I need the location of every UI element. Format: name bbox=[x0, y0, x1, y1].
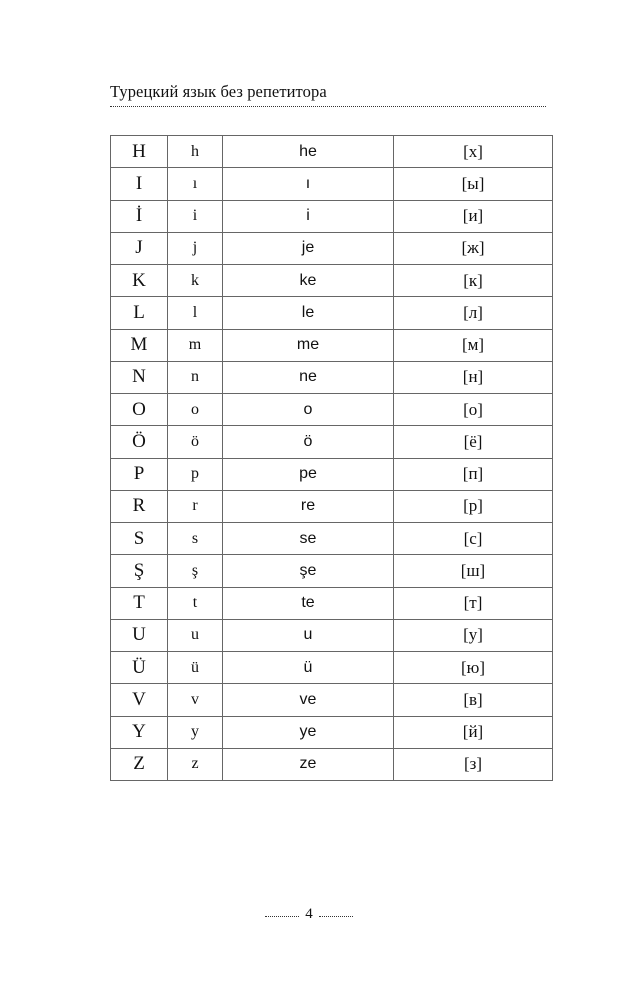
table-row bbox=[111, 587, 553, 619]
uppercase-letter: U bbox=[111, 619, 168, 651]
letter-name: le bbox=[223, 297, 394, 329]
uppercase-letter: H bbox=[111, 136, 168, 168]
running-header bbox=[110, 80, 546, 107]
letter-sound: [х] bbox=[394, 136, 553, 168]
uppercase-letter: L bbox=[111, 297, 168, 329]
lowercase-letter: k bbox=[168, 265, 223, 297]
lowercase-letter: h bbox=[168, 136, 223, 168]
letter-sound: [й] bbox=[394, 716, 553, 748]
lowercase-letter: r bbox=[168, 490, 223, 522]
footer-dots-left bbox=[265, 916, 299, 917]
uppercase-letter: Z bbox=[111, 748, 168, 780]
letter-sound: [п] bbox=[394, 458, 553, 490]
lowercase-letter: ü bbox=[168, 652, 223, 684]
table-row bbox=[111, 136, 553, 168]
letter-name: o bbox=[223, 394, 394, 426]
page-footer bbox=[0, 906, 618, 923]
letter-sound: [в] bbox=[394, 684, 553, 716]
letter-name: re bbox=[223, 490, 394, 522]
lowercase-letter: n bbox=[168, 361, 223, 393]
lowercase-letter: l bbox=[168, 297, 223, 329]
letter-name: ö bbox=[223, 426, 394, 458]
footer-dots-right bbox=[319, 916, 353, 917]
table-row bbox=[111, 619, 553, 651]
lowercase-letter: ş bbox=[168, 555, 223, 587]
uppercase-letter: Ü bbox=[111, 652, 168, 684]
uppercase-letter: K bbox=[111, 265, 168, 297]
letter-name: pe bbox=[223, 458, 394, 490]
uppercase-letter: Ş bbox=[111, 555, 168, 587]
letter-name: je bbox=[223, 232, 394, 264]
table-row bbox=[111, 684, 553, 716]
letter-sound: [о] bbox=[394, 394, 553, 426]
table-row bbox=[111, 265, 553, 297]
uppercase-letter: P bbox=[111, 458, 168, 490]
letter-sound: [ю] bbox=[394, 652, 553, 684]
uppercase-letter: İ bbox=[111, 200, 168, 232]
letter-name: he bbox=[223, 136, 394, 168]
letter-name: ye bbox=[223, 716, 394, 748]
table-row bbox=[111, 361, 553, 393]
uppercase-letter: Ö bbox=[111, 426, 168, 458]
uppercase-letter: Y bbox=[111, 716, 168, 748]
uppercase-letter: O bbox=[111, 394, 168, 426]
lowercase-letter: m bbox=[168, 329, 223, 361]
letter-sound: [л] bbox=[394, 297, 553, 329]
uppercase-letter: I bbox=[111, 168, 168, 200]
letter-sound: [р] bbox=[394, 490, 553, 522]
letter-sound: [у] bbox=[394, 619, 553, 651]
uppercase-letter: J bbox=[111, 232, 168, 264]
letter-sound: [и] bbox=[394, 200, 553, 232]
letter-name: u bbox=[223, 619, 394, 651]
table-row bbox=[111, 168, 553, 200]
lowercase-letter: t bbox=[168, 587, 223, 619]
table-row bbox=[111, 555, 553, 587]
letter-name: i bbox=[223, 200, 394, 232]
letter-name: ü bbox=[223, 652, 394, 684]
lowercase-letter: j bbox=[168, 232, 223, 264]
letter-sound: [н] bbox=[394, 361, 553, 393]
uppercase-letter: S bbox=[111, 523, 168, 555]
letter-name: ne bbox=[223, 361, 394, 393]
lowercase-letter: p bbox=[168, 458, 223, 490]
lowercase-letter: ö bbox=[168, 426, 223, 458]
letter-name: me bbox=[223, 329, 394, 361]
lowercase-letter: o bbox=[168, 394, 223, 426]
lowercase-letter: ı bbox=[168, 168, 223, 200]
table-row bbox=[111, 329, 553, 361]
letter-sound: [т] bbox=[394, 587, 553, 619]
uppercase-letter: R bbox=[111, 490, 168, 522]
letter-name: se bbox=[223, 523, 394, 555]
lowercase-letter: v bbox=[168, 684, 223, 716]
letter-name: ze bbox=[223, 748, 394, 780]
uppercase-letter: M bbox=[111, 329, 168, 361]
table-row bbox=[111, 297, 553, 329]
letter-name: şe bbox=[223, 555, 394, 587]
alphabet-table bbox=[110, 135, 553, 781]
table-row bbox=[111, 458, 553, 490]
lowercase-letter: z bbox=[168, 748, 223, 780]
table-row bbox=[111, 394, 553, 426]
table-row bbox=[111, 652, 553, 684]
book-title: Турецкий язык без репетитора bbox=[110, 82, 327, 101]
uppercase-letter: V bbox=[111, 684, 168, 716]
table-row bbox=[111, 200, 553, 232]
lowercase-letter: s bbox=[168, 523, 223, 555]
letter-sound: [ш] bbox=[394, 555, 553, 587]
table-row bbox=[111, 523, 553, 555]
letter-sound: [ж] bbox=[394, 232, 553, 264]
letter-sound: [з] bbox=[394, 748, 553, 780]
table-row bbox=[111, 490, 553, 522]
page-number: 4 bbox=[305, 906, 313, 922]
table-row bbox=[111, 426, 553, 458]
lowercase-letter: u bbox=[168, 619, 223, 651]
letter-name: ve bbox=[223, 684, 394, 716]
table-row bbox=[111, 232, 553, 264]
letter-sound: [м] bbox=[394, 329, 553, 361]
letter-sound: [к] bbox=[394, 265, 553, 297]
letter-name: ke bbox=[223, 265, 394, 297]
lowercase-letter: y bbox=[168, 716, 223, 748]
alphabet-table-body bbox=[111, 136, 553, 781]
lowercase-letter: i bbox=[168, 200, 223, 232]
uppercase-letter: N bbox=[111, 361, 168, 393]
letter-name: ı bbox=[223, 168, 394, 200]
letter-sound: [ё] bbox=[394, 426, 553, 458]
uppercase-letter: T bbox=[111, 587, 168, 619]
letter-name: te bbox=[223, 587, 394, 619]
table-row bbox=[111, 748, 553, 780]
letter-sound: [с] bbox=[394, 523, 553, 555]
table-row bbox=[111, 716, 553, 748]
letter-sound: [ы] bbox=[394, 168, 553, 200]
